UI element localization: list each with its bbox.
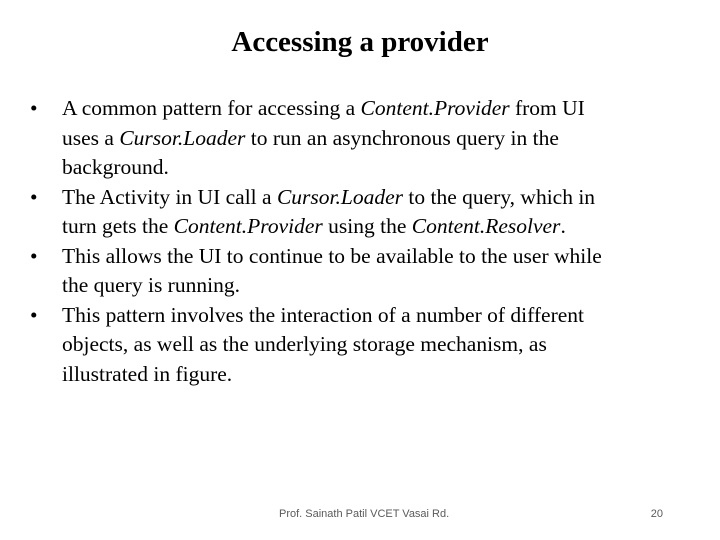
bullet-text: to run an asynchronous query in the [245, 125, 559, 150]
bullet-text: to the query, which in [403, 184, 596, 209]
bullet-text: illustrated in figure. [62, 361, 233, 386]
bullet-text: turn gets the [62, 214, 174, 238]
italic-term: Content.Provider [360, 96, 510, 120]
bullet-icon: • [30, 302, 38, 327]
bullet-text: from UI [509, 96, 585, 120]
italic-term: Cursor.Loader [276, 184, 403, 209]
bullet-line [62, 94, 676, 124]
bullet-line [62, 242, 676, 272]
bullet-text: This pattern involves the interaction of a number of different [62, 302, 585, 327]
bullet-line [62, 330, 676, 360]
italic-term: Content.Resolver [411, 214, 561, 238]
bullet-line [62, 183, 676, 213]
bullet-text: using the [322, 214, 412, 238]
page-number: 20 [650, 508, 663, 520]
bullet-icon: • [30, 96, 38, 120]
bullet-item [26, 183, 676, 242]
bullet-item [26, 301, 676, 390]
italic-term: Content.Provider [173, 214, 323, 238]
bullet-icon: • [30, 243, 38, 268]
slide-title: Accessing a provider [231, 26, 489, 58]
bullet-list [26, 94, 676, 389]
footer-author: Prof. Sainath Patil VCET Vasai Rd. [279, 508, 450, 520]
bullet-text: This allows the UI to continue to be available to the user while [62, 243, 602, 268]
bullet-text: the query is running. [62, 273, 240, 297]
bullet-item [26, 94, 676, 183]
bullet-item [26, 242, 676, 301]
bullet-line [62, 124, 676, 154]
bullet-text: background. [62, 155, 169, 179]
bullet-icon: • [30, 184, 38, 209]
bullet-text: objects, as well as the underlying storage mechanism, as [62, 332, 547, 356]
slide-footer [0, 508, 720, 524]
bullet-text: . [560, 214, 566, 238]
bullet-line [62, 360, 676, 390]
bullet-text: The Activity in UI call a [62, 184, 277, 209]
bullet-line [62, 271, 676, 301]
bullet-line [62, 301, 676, 331]
bullet-text: A common pattern for accessing a [62, 96, 361, 120]
italic-term: Cursor.Loader [119, 125, 246, 150]
bullet-line [62, 153, 676, 183]
bullet-text: uses a [62, 125, 120, 150]
bullet-line [62, 212, 676, 242]
